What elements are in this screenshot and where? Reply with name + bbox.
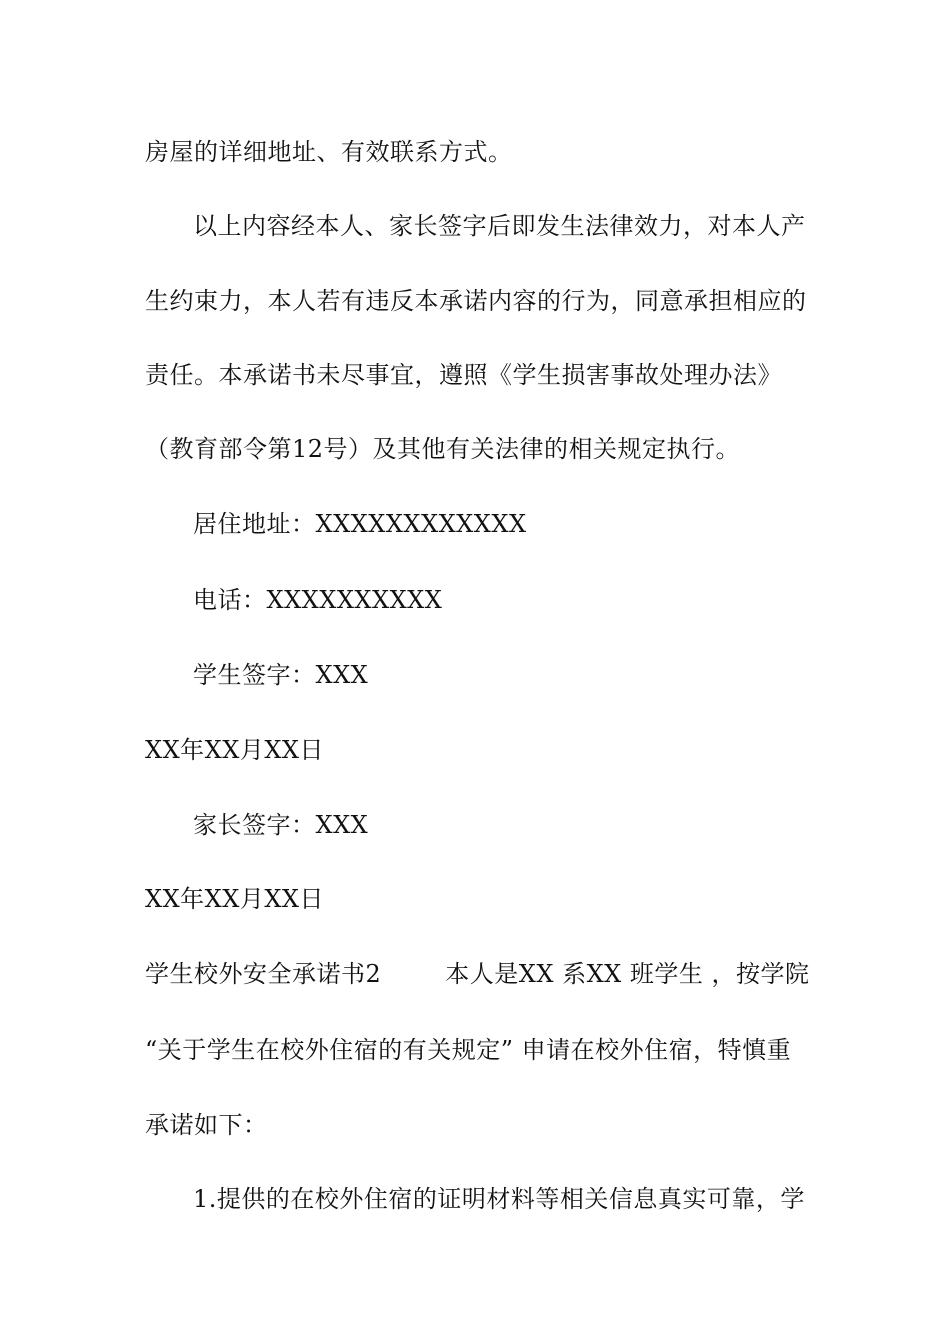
paragraph-line: 责任。本承诺书未尽事宜，遵照《学生损害事故处理办法》	[145, 361, 782, 389]
phone-field: 电话：XXXXXXXXXX	[193, 586, 443, 614]
paragraph-line: 以上内容经本人、家长签字后即发生法律效力，对本人产	[193, 212, 806, 240]
student-date: XX年XX月XX日	[145, 736, 325, 764]
paragraph-line: （教育部令第12号）及其他有关法律的相关规定执行。	[145, 435, 741, 463]
paragraph-line: 承诺如下：	[145, 1111, 268, 1139]
list-item: 1.提供的在校外住宿的证明材料等相关信息真实可靠，学	[193, 1185, 805, 1213]
section-title: 学生校外安全承诺书2	[145, 960, 382, 988]
address-field: 居住地址：XXXXXXXXXXXX	[193, 510, 527, 538]
paragraph-line: 生约束力，本人若有违反本承诺内容的行为，同意承担相应的	[145, 287, 807, 315]
section-intro: 本人是XX 系XX 班学生 ，按学院	[445, 960, 810, 988]
student-signature: 学生签字：XXX	[193, 661, 369, 689]
parent-signature: 家长签字：XXX	[193, 811, 369, 839]
paragraph-line: “关于学生在校外住宿的有关规定” 申请在校外住宿，特慎重	[145, 1036, 792, 1064]
paragraph-line: 房屋的详细地址、有效联系方式。	[145, 138, 513, 166]
section-heading-line	[145, 958, 810, 990]
parent-date: XX年XX月XX日	[145, 885, 325, 913]
